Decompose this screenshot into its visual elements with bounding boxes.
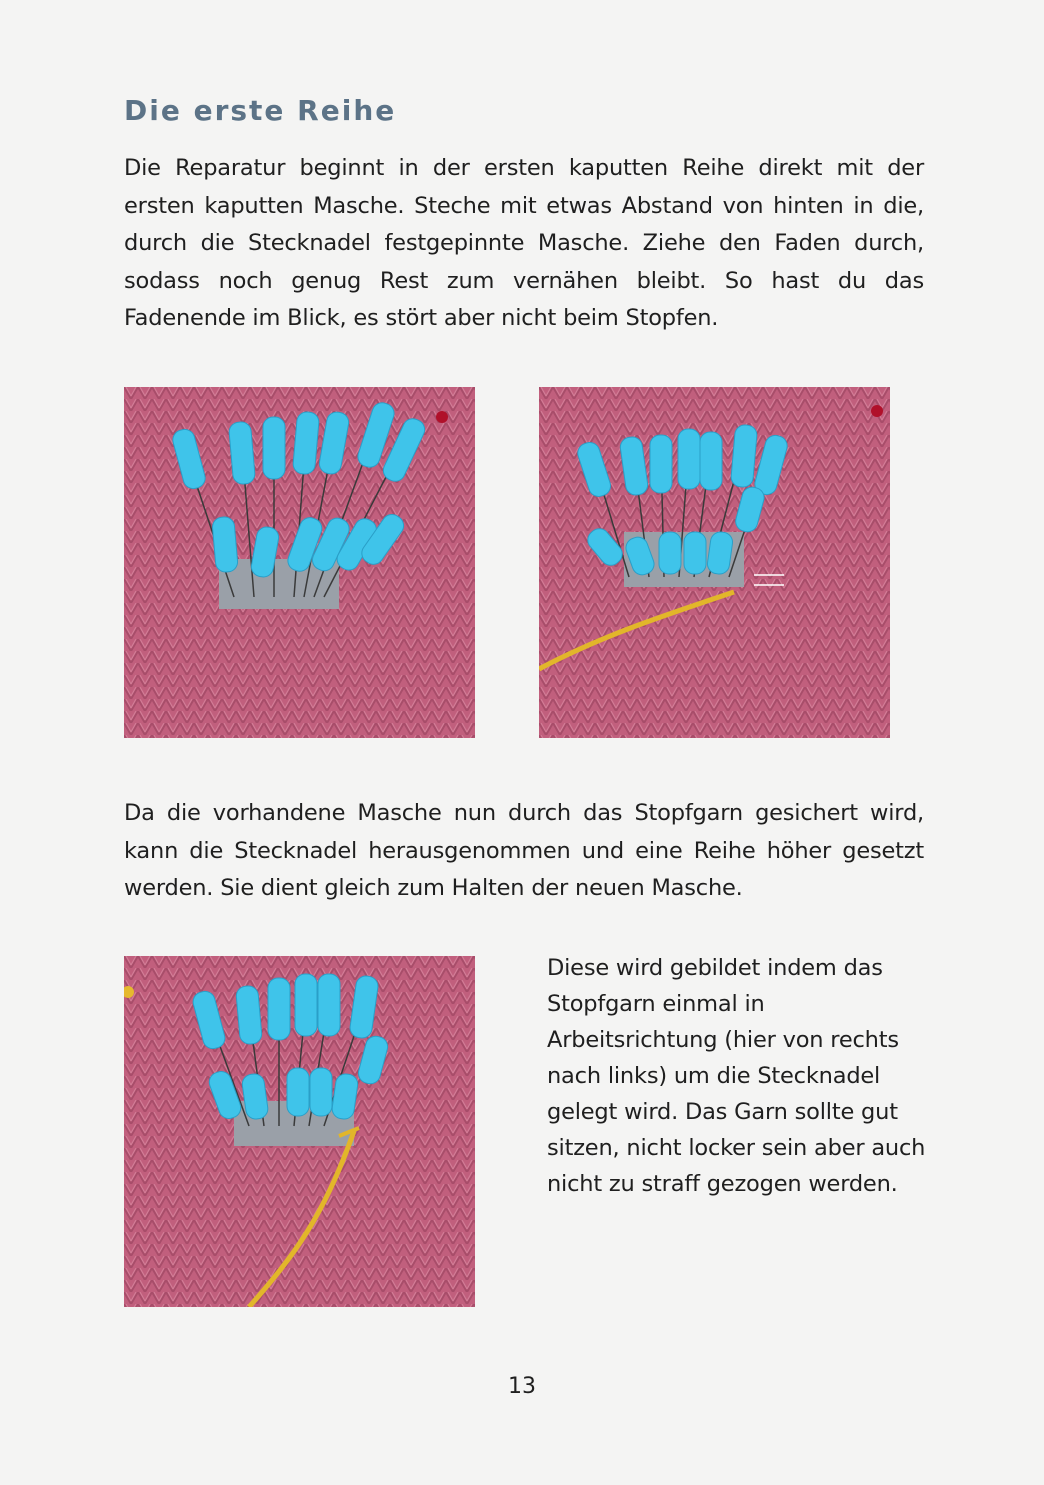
side-paragraph: Diese wird gebildet indem das Stopfgarn einmal in Arbeitsrichtung (hier von rechts nach links) um die Stecknadel gelegt wird. Das Garn sollte gut sitzen, nicht locker sein aber auch nicht zu straff gezogen werden. [547,955,926,1197]
photo-yarn-wrapped [124,956,475,1307]
photo-yarn-inserted [539,387,890,738]
photo-pinned-stitches [124,387,475,738]
section-heading: Die erste Reihe [124,94,397,127]
intro-paragraph: Die Reparatur beginnt in der ersten kaputten Reihe direkt mit der ersten kaputten Masche. Steche mit etwas Abstand von hinten in die, durch die Stecknadel festgepinnte Masche. Ziehe den Faden durch, sodass noch genug Rest zum vernähen bleibt. So hast du das Fadenende im Blick, es stört aber nicht beim Stopfen. [124,155,924,331]
page-number: 13 [508,1374,536,1399]
second-paragraph: Da die vorhandene Masche nun durch das Stopfgarn gesichert wird, kann die Stecknadel herausgenommen und eine Reihe höher gesetzt werden. Sie dient gleich zum Halten der neuen Masche. [124,800,924,901]
